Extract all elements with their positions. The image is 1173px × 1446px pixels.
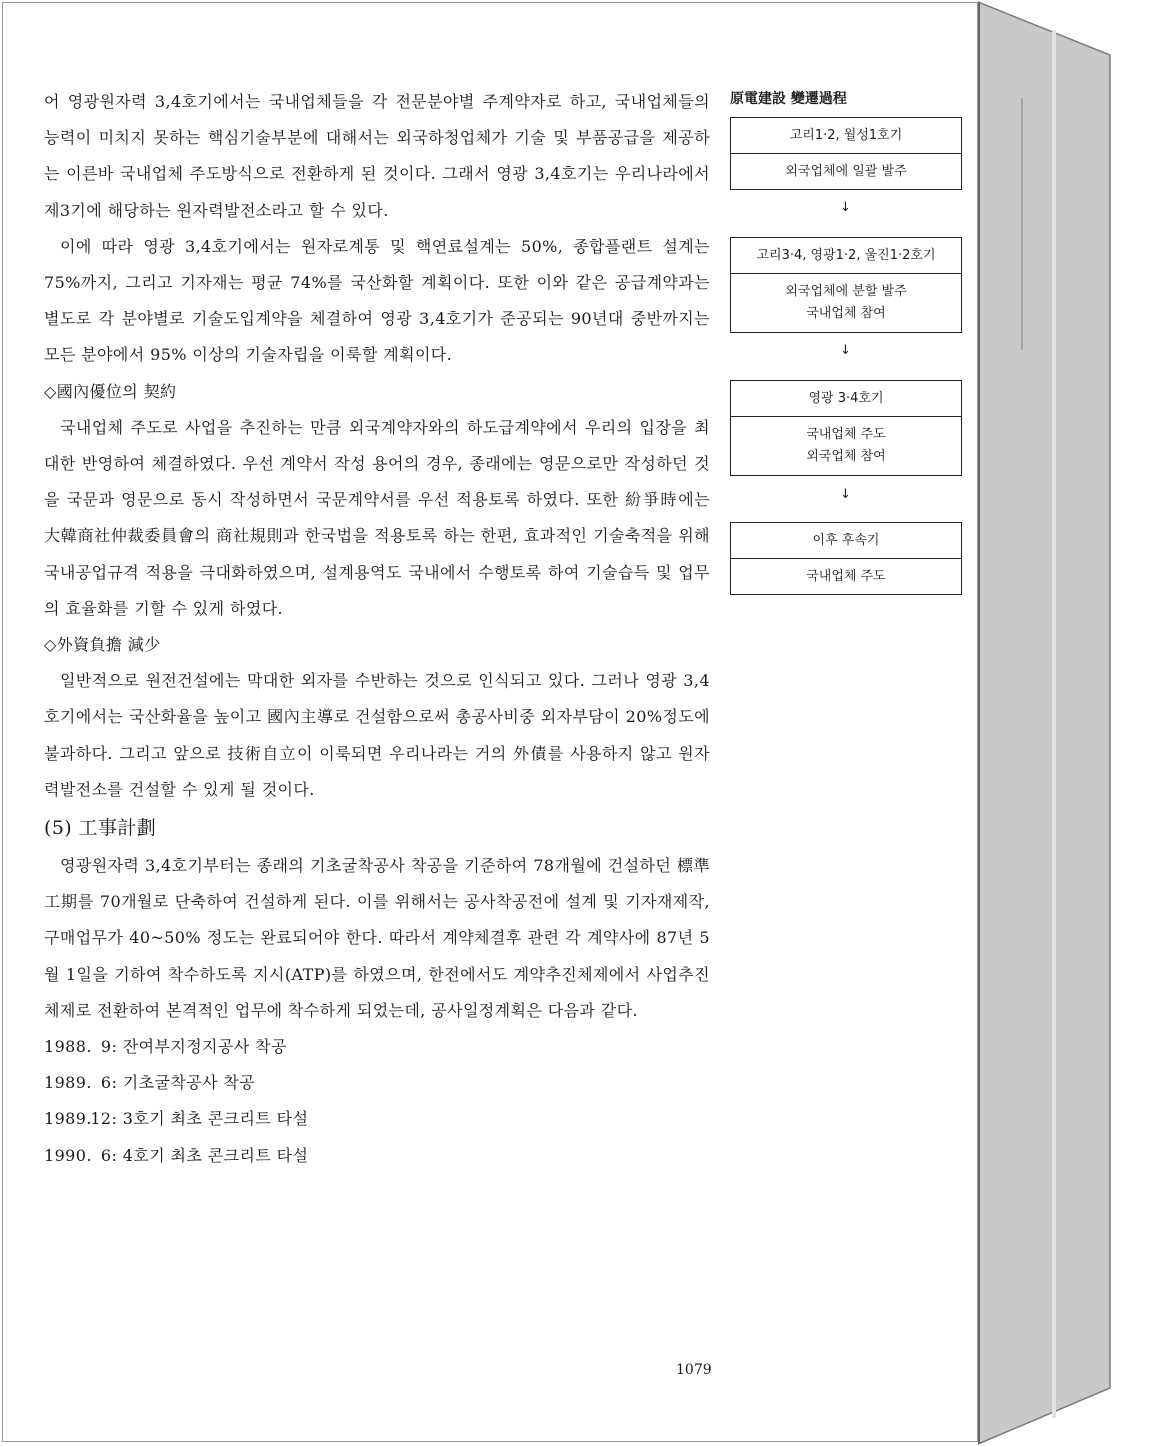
- schedule-month: 6: [100, 1073, 112, 1093]
- paragraph-4: 영광원자력 3,4호기부터는 종래의 기초굴착공사 착공을 기준하여 78개월에 건설하던 標準工期를 70개월로 단축하여 건설하게 된다. 이를 위해서는 공사착공전에 설계 및 기자재제작, 구매업무가 40~50% 정도는 완료되어야 한다. 따라서 계약체결후 관련 각 계약사에 87년 5월 1일을 기하여 착수하도록 지시(ATP)를 하였으며, 한전에서도 계약추진체제에서 사업추진체제로 전환하여 본격적인 업무에 착수하게 되었는데, 공사일정계획은 다음과 같다.: [44, 856, 710, 1020]
- flow-box-body: [731, 417, 961, 475]
- paragraph-2: 국내업체 주도로 사업을 추진하는 만큼 외국계약자와의 하도급계약에서 우리의 입장을 최대한 반영하여 체결하였다. 우선 계약서 작성 용어의 경우, 종래에는 영문으로만 작성하던 것을 국문과 영문으로 동시 작성하면서 국문계약서를 우선 적용토록 하였다. 또한 紛爭時에는 大韓商社仲裁委員會의 商社規則과 한국법을 적용토록 하는 한편, 효과적인 기술축적을 위해 국내공업규격 적용을 극대화하였으며, 설계용역도 국내에서 수행토록 하여 기술습득 및 업무의 효율화를 기할 수 있게 하였다.: [44, 417, 710, 618]
- schedule-text: : 4호기 최초 콘크리트 타설: [111, 1145, 309, 1165]
- flow-title: 原電建設 變遷過程: [730, 91, 847, 107]
- heading-foreign-capital: ◇外資負擔 減少: [44, 635, 161, 655]
- main-text: [44, 84, 710, 1174]
- schedule-text: : 3호기 최초 콘크리트 타설: [111, 1109, 309, 1129]
- flow-box-line: 국내업체 주도: [806, 568, 886, 584]
- flow-box-line: 국내업체 주도: [806, 427, 886, 442]
- schedule-year: 1990.: [44, 1145, 92, 1165]
- schedule-year: 1989.: [44, 1109, 92, 1129]
- flow-box-line: 외국업체에 분할 발주: [785, 284, 907, 299]
- schedule-text: : 기초굴착공사 착공: [111, 1073, 256, 1093]
- flow-box-heading: 고리3·4, 영광1·2, 울진1·2호기: [731, 238, 961, 274]
- flow-box-body: [731, 154, 961, 189]
- schedule-item: [44, 1138, 710, 1174]
- arrow-down-icon: ↓: [840, 343, 851, 358]
- schedule-item: [44, 1101, 710, 1137]
- schedule-list: [44, 1029, 710, 1174]
- schedule-item: [44, 1029, 710, 1065]
- book-edge-illustration: [978, 0, 1173, 1446]
- flow-box-gori34: [730, 237, 962, 333]
- paragraph-1b: 이에 따라 영광 3,4호기에서는 원자로계통 및 핵연료설계는 50%, 종합플랜트 설계는 75%까지, 그리고 기자재는 평균 74%를 국산화할 계획이다. 또한 이와 같은 공급계약과는 별도로 각 분야별로 기술도입계약을 체결하여 영광 3,4호기가 준공되는 90년대 중반까지는 모든 분야에서 95% 이상의 기술자립을 이룩할 계획이다.: [44, 236, 710, 365]
- paragraph-3: 일반적으로 원전건설에는 막대한 외자를 수반하는 것으로 인식되고 있다. 그러나 영광 3,4호기에서는 국산화율을 높이고 國內主導로 건설함으로써 총공사비중 외자부담이 20%정도에 불과하다. 그리고 앞으로 技術自立이 이룩되면 우리나라는 거의 外債를 사용하지 않고 원자력발전소를 건설할 수 있게 될 것이다.: [44, 671, 710, 799]
- paragraph-1a: 어 영광원자력 3,4호기에서는 국내업체들을 각 전문분야별 주계약자로 하고, 국내업체들의 능력이 미치지 못하는 핵심기술부분에 대해서는 외국하청업체가 기술 및 부품공급을 제공하는 이른바 국내업체 주도방식으로 전환하게 된 것이다. 그래서 영광 3,4호기는 우리나라에서 제3기에 해당하는 원자력발전소라고 할 수 있다.: [44, 92, 710, 220]
- flow-box-body: [731, 559, 961, 594]
- flow-box-heading: 고리1·2, 월성1호기: [731, 118, 961, 154]
- schedule-text: : 잔여부지정지공사 착공: [111, 1037, 287, 1057]
- flow-box-heading: 이후 후속기: [731, 523, 961, 559]
- flow-box-body: [731, 274, 961, 332]
- flow-box-line: 외국업체 참여: [806, 449, 886, 464]
- schedule-month: 9: [100, 1037, 112, 1057]
- schedule-year: 1988.: [44, 1037, 92, 1057]
- flow-box-line: 국내업체 참여: [806, 306, 886, 321]
- section-title: (5) 工事計劃: [44, 817, 157, 840]
- flow-box-gori12: [730, 117, 962, 190]
- flow-box-yeonggwang34: [730, 380, 962, 476]
- page-number: 1079: [676, 1362, 712, 1378]
- arrow-down-icon: ↓: [840, 487, 851, 502]
- arrow-down-icon: ↓: [840, 200, 851, 215]
- flow-box-heading: 영광 3·4호기: [731, 381, 961, 417]
- schedule-item: [44, 1065, 710, 1101]
- schedule-year: 1989.: [44, 1073, 92, 1093]
- schedule-month: 6: [100, 1145, 112, 1165]
- flow-box-line: 외국업체에 일괄 발주: [785, 163, 907, 179]
- heading-domestic-contract: ◇國內優位의 契約: [44, 381, 177, 401]
- schedule-month: 12: [90, 1109, 112, 1129]
- flow-box-subsequent: [730, 522, 962, 595]
